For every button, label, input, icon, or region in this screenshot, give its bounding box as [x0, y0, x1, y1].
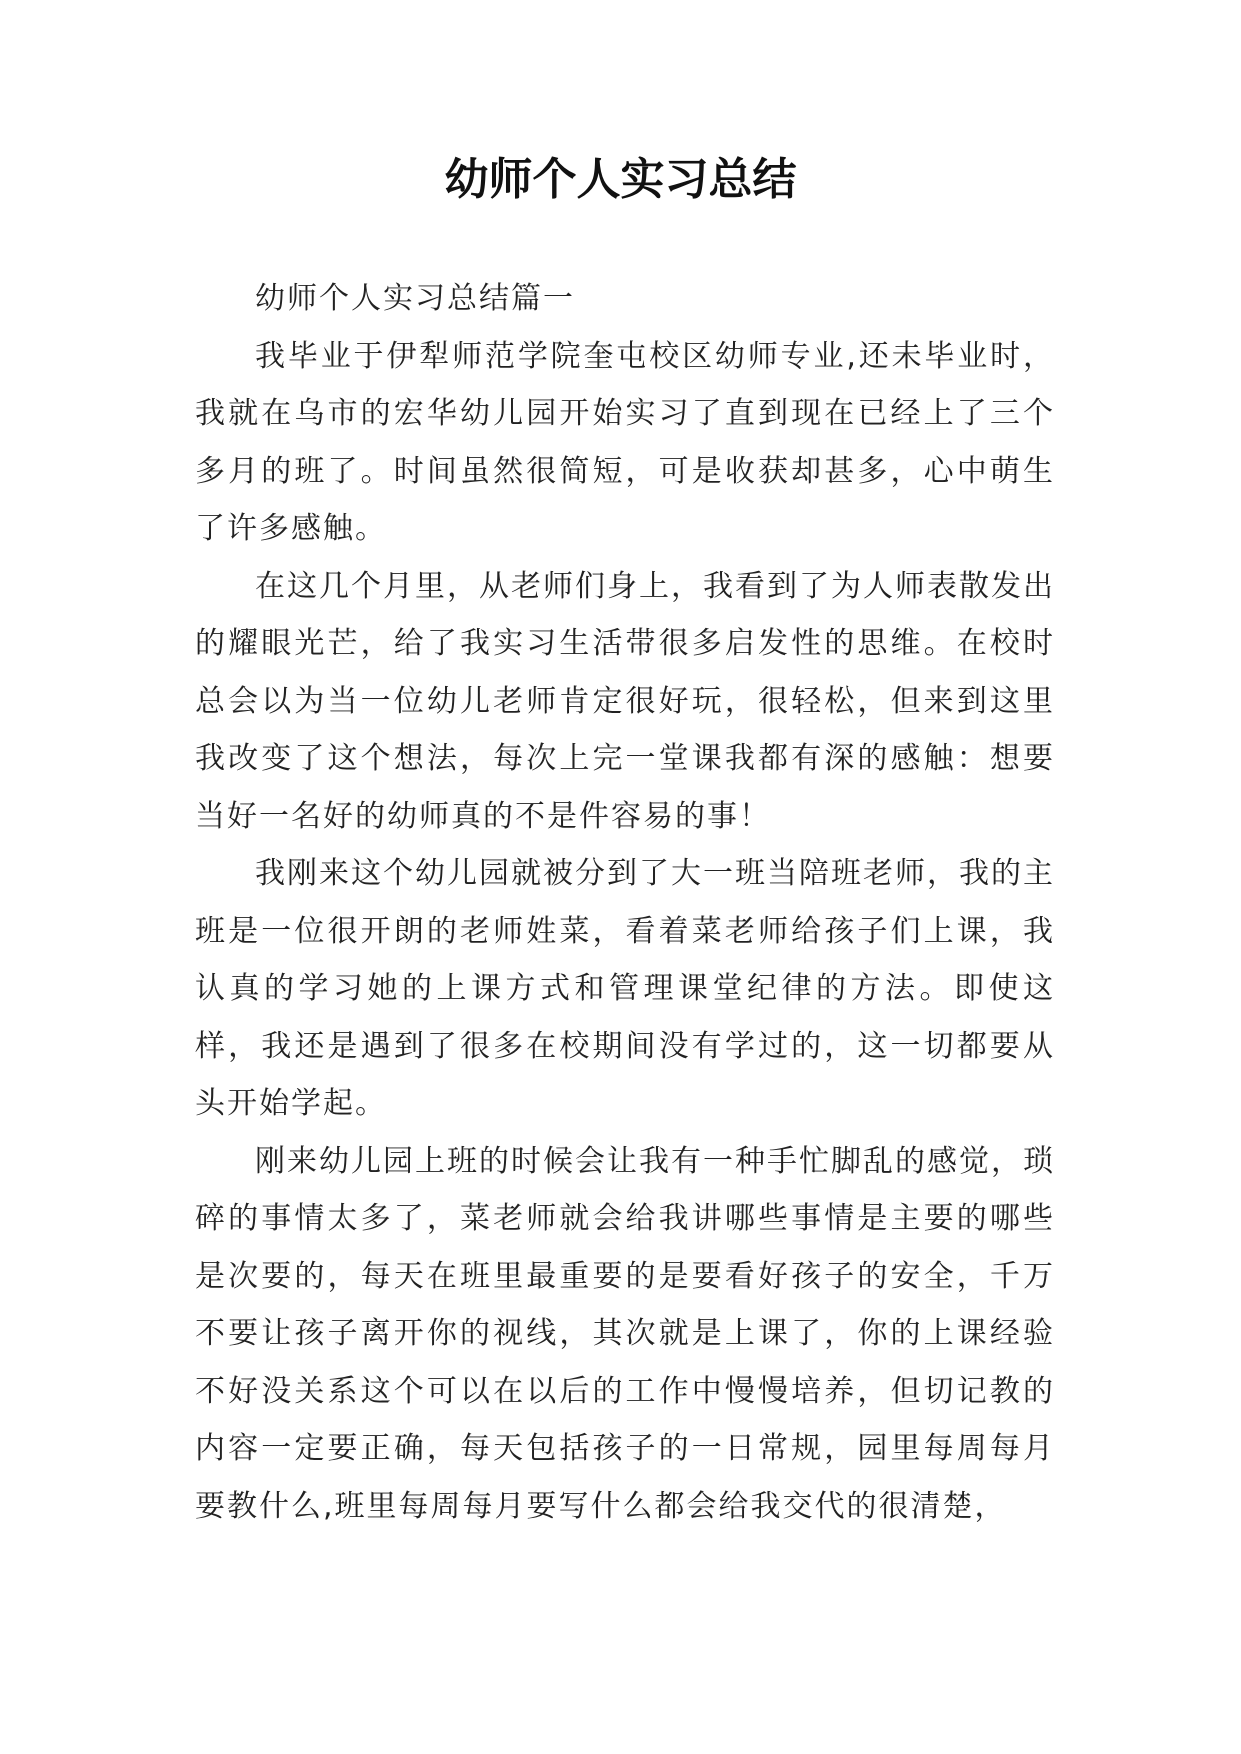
paragraph: 刚来幼儿园上班的时候会让我有一种手忙脚乱的感觉，琐碎的事情太多了，菜老师就会给我讲哪些事情是主要的哪些是次要的，每天在班里最重要的是要看好孩子的安全，千万不要让孩子离开你的视线，其次就是上课了，你的上课经验不好没关系这个可以在以后的工作中慢慢培养，但切记教的内容一定要正确，每天包括孩子的一日常规，园里每周每月要教什么,班里每周每月要写什么都会给我交代的很清楚， — [195, 1143, 1055, 1524]
document-body — [195, 270, 1055, 1535]
section-heading: 幼师个人实习总结篇一 — [255, 281, 575, 316]
paragraph: 在这几个月里，从老师们身上，我看到了为人师表散发出的耀眼光芒，给了我实习生活带很多启发性的思维。在校时总会以为当一位幼儿老师肯定很好玩，很轻松，但来到这里我改变了这个想法，每次上完一堂课我都有深的感触：想要当好一名好的幼师真的不是件容易的事！ — [195, 568, 1055, 834]
paragraph: 我刚来这个幼儿园就被分到了大一班当陪班老师，我的主班是一位很开朗的老师姓菜，看着菜老师给孩子们上课，我认真的学习她的上课方式和管理课堂纪律的方法。即使这样，我还是遇到了很多在校期间没有学过的，这一切都要从头开始学起。 — [195, 856, 1055, 1121]
paragraph: 我毕业于伊犁师范学院奎屯校区幼师专业,还未毕业时，我就在乌市的宏华幼儿园开始实习了直到现在已经上了三个多月的班了。时间虽然很简短，可是收获却甚多，心中萌生了许多感触。 — [195, 338, 1055, 546]
document-title: 幼师个人实习总结 — [444, 154, 797, 205]
